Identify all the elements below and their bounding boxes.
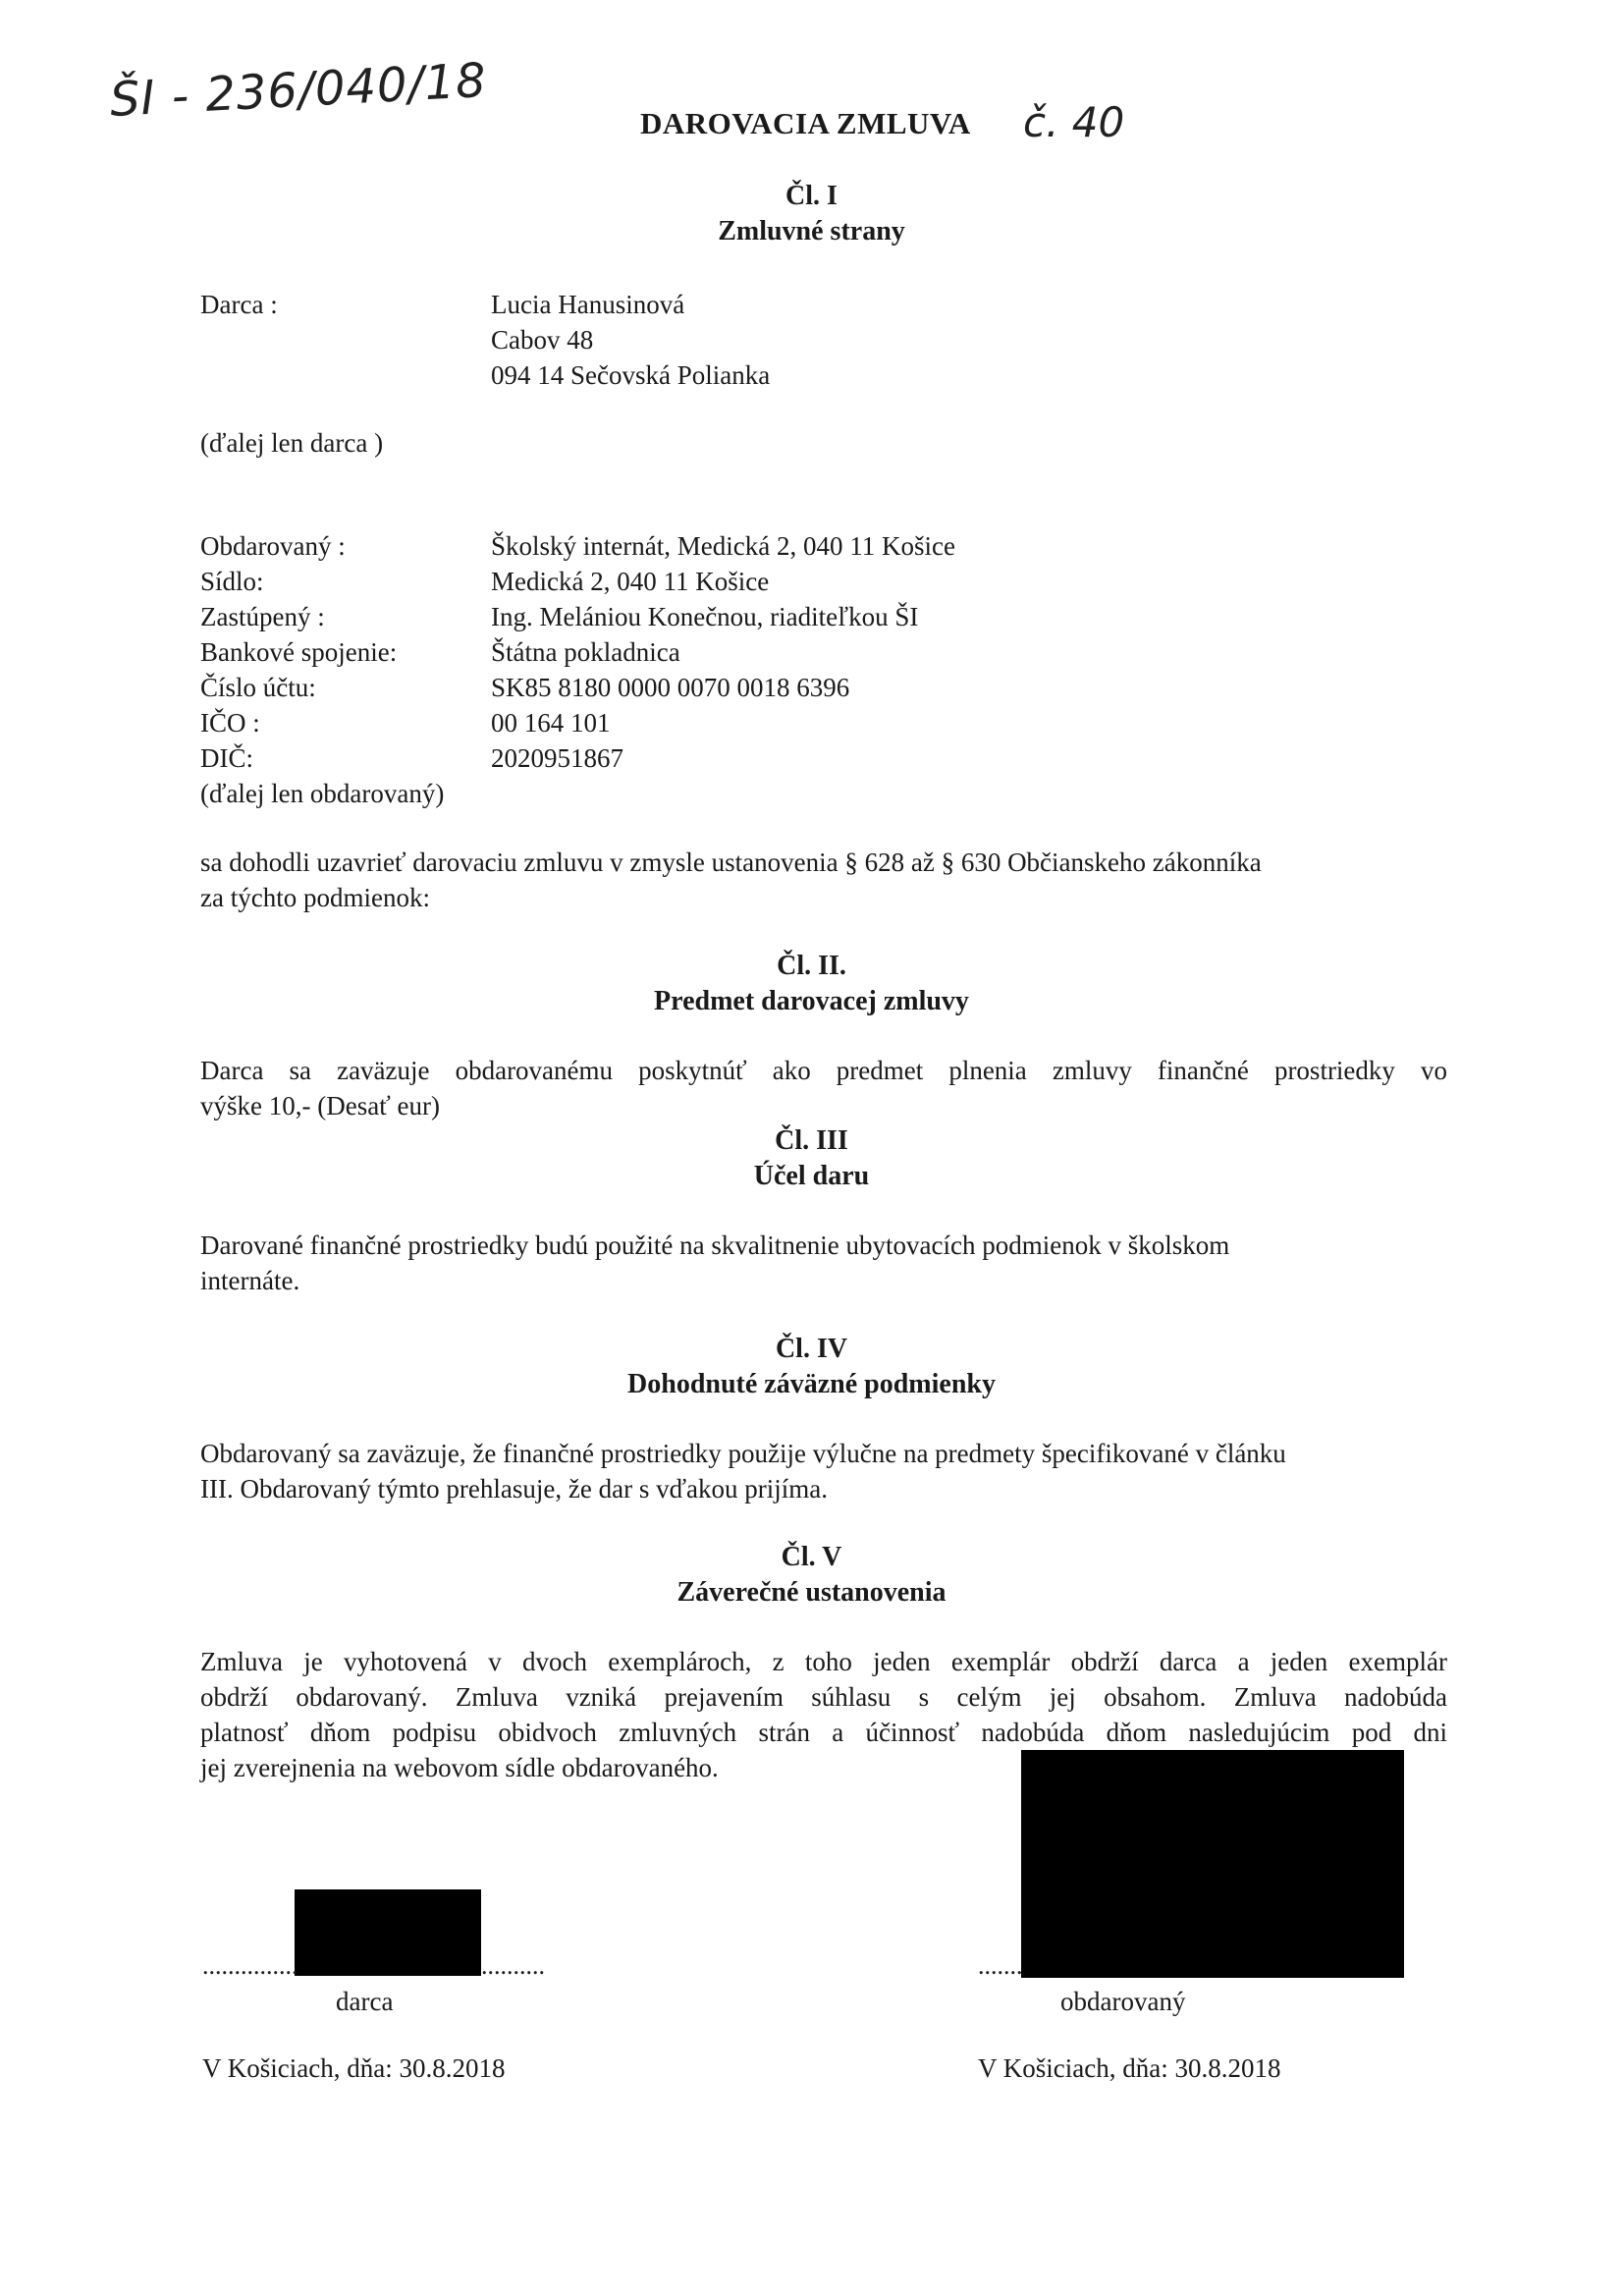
redacted-signature-recipient — [1021, 1750, 1404, 1978]
article-4-line-1: Obdarovaný sa zaväzuje, že finančné prostriedky použije výlučne na predmety špecifikované v článku — [200, 1439, 1286, 1468]
handwritten-contract-number: č. 40 — [1023, 98, 1125, 146]
recipient-note: (ďalej len obdarovaný) — [200, 779, 445, 808]
article-5-line-1: Zmluva je vyhotovená v dvoch exemplároch, z toho jeden exemplár obdrží darca a jeden exemplár — [200, 1647, 1447, 1676]
account-number-value: SK85 8180 0000 0070 0018 6396 — [491, 673, 850, 702]
article-2-heading: Predmet darovacej zmluvy — [654, 986, 969, 1016]
donor-address-street: Cabov 48 — [491, 325, 594, 355]
intro-line-1: sa dohodli uzavrieť darovaciu zmluvu v zmysle ustanovenia § 628 až § 630 Občianskeho zákonníka — [200, 847, 1262, 877]
article-2-line-2: výške 10,- (Desať eur) — [200, 1091, 440, 1121]
bank-label: Bankové spojenie: — [200, 637, 398, 667]
seat-label: Sídlo: — [200, 567, 264, 596]
article-4-number: Čl. IV — [775, 1334, 848, 1364]
article-4-line-2: III. Obdarovaný týmto prehlasuje, že dar s vďakou prijíma. — [200, 1474, 829, 1503]
ico-value: 00 164 101 — [491, 708, 611, 738]
document-title: DAROVACIA ZMLUVA — [640, 106, 971, 140]
article-3-line-2: internáte. — [200, 1266, 300, 1295]
recipient-label: Obdarovaný : — [200, 531, 346, 561]
redacted-signature-donor — [295, 1889, 481, 1976]
article-3-heading: Účel daru — [753, 1161, 870, 1191]
bank-value: Štátna pokladnica — [491, 637, 680, 667]
donor-label: Darca : — [200, 290, 278, 319]
article-2-line-1: Darca sa zaväzuje obdarovanému poskytnúť ako predmet plnenia zmluvy finančné prostriedky vo — [200, 1056, 1447, 1085]
dic-label: DIČ: — [200, 743, 253, 773]
article-3-number: Čl. III — [775, 1125, 848, 1156]
article-5-line-3: platnosť dňom podpisu obidvoch zmluvných strán a účinnosť nadobúda dňom nasledujúcim pod dni — [200, 1718, 1447, 1747]
article-2-number: Čl. II. — [777, 951, 846, 981]
represented-by-value: Ing. Melániou Konečnou, riaditeľkou ŠI — [491, 602, 919, 631]
donor-name: Lucia Hanusinová — [491, 290, 685, 319]
article-1-number: Čl. I — [785, 181, 838, 211]
recipient-value: Školský internát, Medická 2, 040 11 Košice — [491, 531, 955, 561]
article-5-heading: Záverečné ustanovenia — [676, 1577, 947, 1608]
seat-value: Medická 2, 040 11 Košice — [491, 567, 770, 596]
article-5-line-2: obdrží obdarovaný. Zmluva vzniká prejavením súhlasu s celým jej obsahom. Zmluva nadobúda — [200, 1682, 1447, 1712]
article-5-number: Čl. V — [781, 1542, 842, 1572]
intro-line-2: za týchto podmienok: — [200, 883, 430, 912]
ico-label: IČO : — [200, 708, 260, 738]
handwritten-reference-number: ŠI - 236/040/18 — [108, 52, 489, 128]
article-3-line-1: Darované finančné prostriedky budú použité na skvalitnenie ubytovacích podmienok v školskom — [200, 1230, 1230, 1260]
article-4-heading: Dohodnuté záväzné podmienky — [627, 1369, 996, 1399]
donor-signature-dots-right: .......... — [481, 1951, 545, 1980]
recipient-signature-label: obdarovaný — [1060, 1987, 1186, 2016]
recipient-signature-dots: ....... — [978, 1951, 1023, 1980]
dic-value: 2020951867 — [491, 743, 623, 773]
donor-signature-label: darca — [336, 1987, 394, 2016]
donor-address-city: 094 14 Sečovská Polianka — [491, 360, 771, 390]
article-1-heading: Zmluvné strany — [718, 216, 905, 246]
article-5-line-4: jej zverejnenia na webovom sídle obdarovaného. — [200, 1753, 719, 1782]
donor-place-date: V Košiciach, dňa: 30.8.2018 — [202, 2053, 506, 2083]
account-number-label: Číslo účtu: — [200, 673, 316, 702]
represented-by-label: Zastúpený : — [200, 602, 325, 631]
donor-signature-dots-left: ............... — [202, 1951, 298, 1980]
donor-note: (ďalej len darca ) — [200, 428, 384, 458]
recipient-place-date: V Košiciach, dňa: 30.8.2018 — [978, 2053, 1281, 2083]
